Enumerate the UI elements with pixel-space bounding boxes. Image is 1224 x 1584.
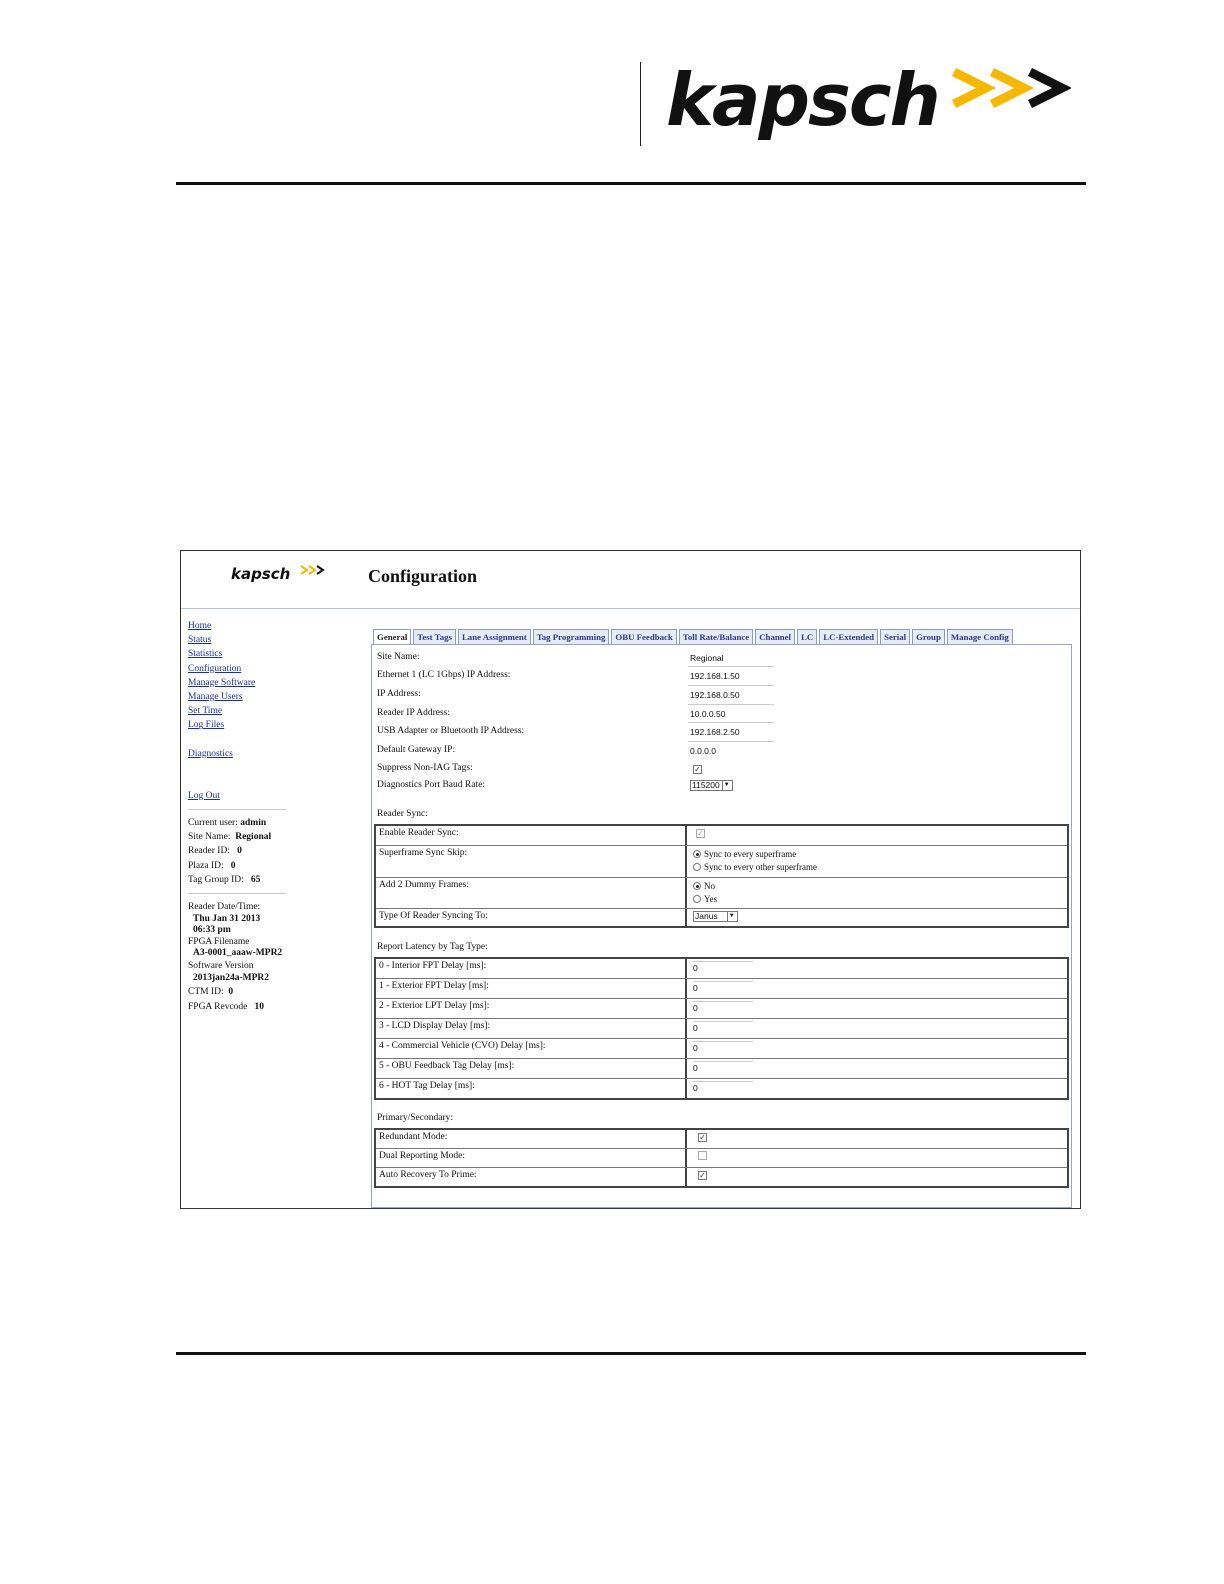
nav-home[interactable]: Home: [188, 621, 212, 631]
sync-every-other-option[interactable]: Sync to every other superframe: [693, 861, 1063, 874]
latency-input[interactable]: 0: [693, 1021, 753, 1033]
auto-recovery-row: [376, 1168, 1067, 1186]
latency-row: [376, 959, 1067, 979]
redundant-row: [376, 1130, 1067, 1149]
superframe-skip-row: [376, 846, 1067, 878]
latency-row: [376, 1039, 1067, 1059]
latency-row: [376, 999, 1067, 1019]
config-tabs: [373, 629, 1013, 644]
fpga-file: A3-0001_aaaw-MPR2: [193, 948, 283, 959]
ip-field[interactable]: 192.168.0.50: [690, 690, 740, 700]
redundant-label: Redundant Mode:: [376, 1130, 687, 1148]
sync-type-select[interactable]: Janus ▼: [693, 911, 738, 922]
latency-row: [376, 1079, 1067, 1098]
latency-label: 2 - Exterior LPT Delay [ms]:: [376, 999, 687, 1018]
latency-label: 0 - Interior FPT Delay [ms]:: [376, 959, 687, 978]
latency-input[interactable]: 0: [693, 961, 753, 973]
enable-sync-checkbox[interactable]: ✓: [697, 829, 704, 838]
reader-id-info: Reader ID: 0: [188, 846, 242, 857]
baud-row: [377, 779, 1067, 797]
latency-label: 1 - Exterior FPT Delay [ms]:: [376, 979, 687, 998]
latency-label: 6 - HOT Tag Delay [ms]:: [376, 1079, 687, 1098]
date-label: Reader Date/Time:: [188, 902, 261, 913]
gateway-field[interactable]: 0.0.0.0: [690, 746, 716, 756]
nav-statistics[interactable]: Statistics: [188, 649, 223, 660]
nav-log-files[interactable]: Log Files: [188, 720, 225, 731]
latency-row: [376, 1059, 1067, 1079]
auto-recovery-checkbox[interactable]: ✓: [699, 1171, 706, 1180]
tab-manage-config[interactable]: Manage Config: [947, 629, 1013, 644]
tab-test-tags[interactable]: Test Tags: [413, 629, 456, 644]
fpga-revcode-info: FPGA Revcode 10: [188, 1002, 264, 1013]
usb-ip-label: USB Adapter or Bluetooth IP Address:: [377, 726, 525, 736]
tab-lc[interactable]: LC: [797, 629, 817, 644]
ctm-id-info: CTM ID: 0: [188, 987, 234, 998]
baud-select[interactable]: 115200 ▼: [690, 780, 733, 791]
dummy-yes-option[interactable]: Yes: [693, 893, 1063, 906]
radio-icon: [693, 863, 701, 871]
primary-title: Primary/Secondary:: [377, 1113, 453, 1123]
dropdown-arrow-icon: ▼: [722, 781, 731, 790]
tab-toll-rate[interactable]: Toll Rate/Balance: [679, 629, 753, 644]
logo-arrows-icon: [946, 64, 1071, 124]
tab-obu-feedback[interactable]: OBU Feedback: [611, 629, 676, 644]
radio-icon: [693, 882, 701, 890]
primary-table: [374, 1128, 1069, 1188]
gateway-label: Default Gateway IP:: [377, 745, 456, 755]
dual-row: [376, 1149, 1067, 1168]
kapsch-logo-text: kapsch: [666, 58, 939, 142]
reader-sync-table: [374, 824, 1069, 928]
dropdown-arrow-icon: ▼: [727, 912, 736, 921]
latency-input[interactable]: 0: [693, 1001, 753, 1013]
tab-general[interactable]: General: [373, 629, 411, 644]
radio-icon: [693, 850, 701, 858]
footer-rule: [176, 1352, 1086, 1355]
auto-recovery-label: Auto Recovery To Prime:: [376, 1168, 687, 1186]
configuration-screenshot: [180, 550, 1081, 1209]
nav-configuration[interactable]: Configuration: [188, 663, 242, 674]
ip-label: IP Address:: [377, 689, 421, 699]
dummy-frames-row: [376, 878, 1067, 909]
tab-group[interactable]: Group: [912, 629, 945, 644]
latency-input[interactable]: 0: [693, 981, 753, 993]
dummy-frames-label: Add 2 Dummy Frames:: [376, 878, 687, 908]
latency-title: Report Latency by Tag Type:: [377, 942, 488, 952]
web-header: [181, 551, 1080, 609]
nav-manage-software[interactable]: Manage Software: [188, 677, 256, 688]
dual-checkbox[interactable]: [698, 1151, 707, 1160]
plaza-id-info: Plaza ID: 0: [188, 860, 236, 871]
enable-sync-row: [376, 826, 1067, 846]
latency-label: 4 - Commercial Vehicle (CVO) Delay [ms]:: [376, 1039, 687, 1058]
usb-ip-field[interactable]: 192.168.2.50: [690, 727, 740, 737]
sw-version: 2013jan24a-MPR2: [193, 973, 269, 984]
tab-serial[interactable]: Serial: [880, 629, 910, 644]
sync-every-option[interactable]: Sync to every superframe: [693, 848, 1063, 861]
sync-type-label: Type Of Reader Syncing To:: [376, 909, 687, 928]
fpga-file-label: FPGA Filename: [188, 937, 250, 948]
reader-ip-field[interactable]: 10.0.0.50: [690, 709, 726, 719]
nav-manage-users[interactable]: Manage Users: [188, 692, 243, 703]
tab-tag-programming[interactable]: Tag Programming: [533, 629, 610, 644]
site-name-field[interactable]: Regional: [690, 653, 724, 663]
sidebar: [188, 619, 288, 1014]
reader-time: 06:33 pm: [193, 925, 231, 936]
enable-sync-label: Enable Reader Sync:: [376, 826, 687, 845]
latency-label: 5 - OBU Feedback Tag Delay [ms]:: [376, 1059, 687, 1078]
site-name-info: Site Name: Regional: [188, 832, 272, 843]
latency-input[interactable]: 0: [693, 1061, 753, 1073]
header-rule: [176, 182, 1086, 185]
site-name-label: Site Name:: [377, 652, 420, 662]
gateway-row: [377, 744, 1067, 762]
superframe-skip-label: Superframe Sync Skip:: [376, 846, 687, 877]
latency-input[interactable]: 0: [693, 1041, 753, 1053]
web-logo: kapsch: [231, 565, 291, 583]
suppress-checkbox[interactable]: ✓: [694, 765, 701, 774]
nav-status[interactable]: Status: [188, 635, 212, 646]
latency-input[interactable]: 0: [693, 1081, 753, 1093]
header-divider: [640, 62, 641, 146]
radio-icon: [693, 895, 701, 903]
page-title: Configuration: [368, 566, 478, 586]
tab-lane-assignment[interactable]: Lane Assignment: [458, 629, 531, 644]
reader-date: Thu Jan 31 2013: [193, 914, 261, 925]
eth1-label: Ethernet 1 (LC 1Gbps) IP Address:: [377, 670, 511, 680]
logout-link[interactable]: Log Out: [188, 790, 220, 801]
dual-label: Dual Reporting Mode:: [376, 1149, 687, 1167]
tab-channel[interactable]: Channel: [755, 629, 795, 644]
latency-table: [374, 957, 1069, 1100]
nav-diagnostics[interactable]: Diagnostics: [188, 748, 233, 759]
latency-label: 3 - LCD Display Delay [ms]:: [376, 1019, 687, 1038]
latency-row: [376, 979, 1067, 999]
sw-version-label: Software Version: [188, 961, 254, 972]
reader-ip-label: Reader IP Address:: [377, 708, 450, 718]
sidebar-divider: [188, 809, 286, 810]
dummy-no-option[interactable]: No: [693, 880, 1063, 893]
nav-set-time[interactable]: Set Time: [188, 706, 223, 717]
suppress-row: [377, 762, 1067, 780]
sidebar-divider: [188, 893, 286, 894]
sync-type-row: [376, 909, 1067, 928]
tab-lc-extended[interactable]: LC-Extended: [819, 629, 878, 644]
web-logo-arrows-icon: [299, 564, 327, 576]
current-user: Current user: admin: [188, 818, 267, 829]
redundant-checkbox[interactable]: ✓: [699, 1133, 706, 1142]
baud-label: Diagnostics Port Baud Rate:: [377, 780, 485, 790]
reader-sync-title: Reader Sync:: [377, 809, 428, 819]
tag-group-info: Tag Group ID: 65: [188, 874, 261, 885]
eth1-field[interactable]: 192.168.1.50: [690, 671, 740, 681]
latency-row: [376, 1019, 1067, 1039]
suppress-label: Suppress Non-IAG Tags:: [377, 763, 473, 773]
